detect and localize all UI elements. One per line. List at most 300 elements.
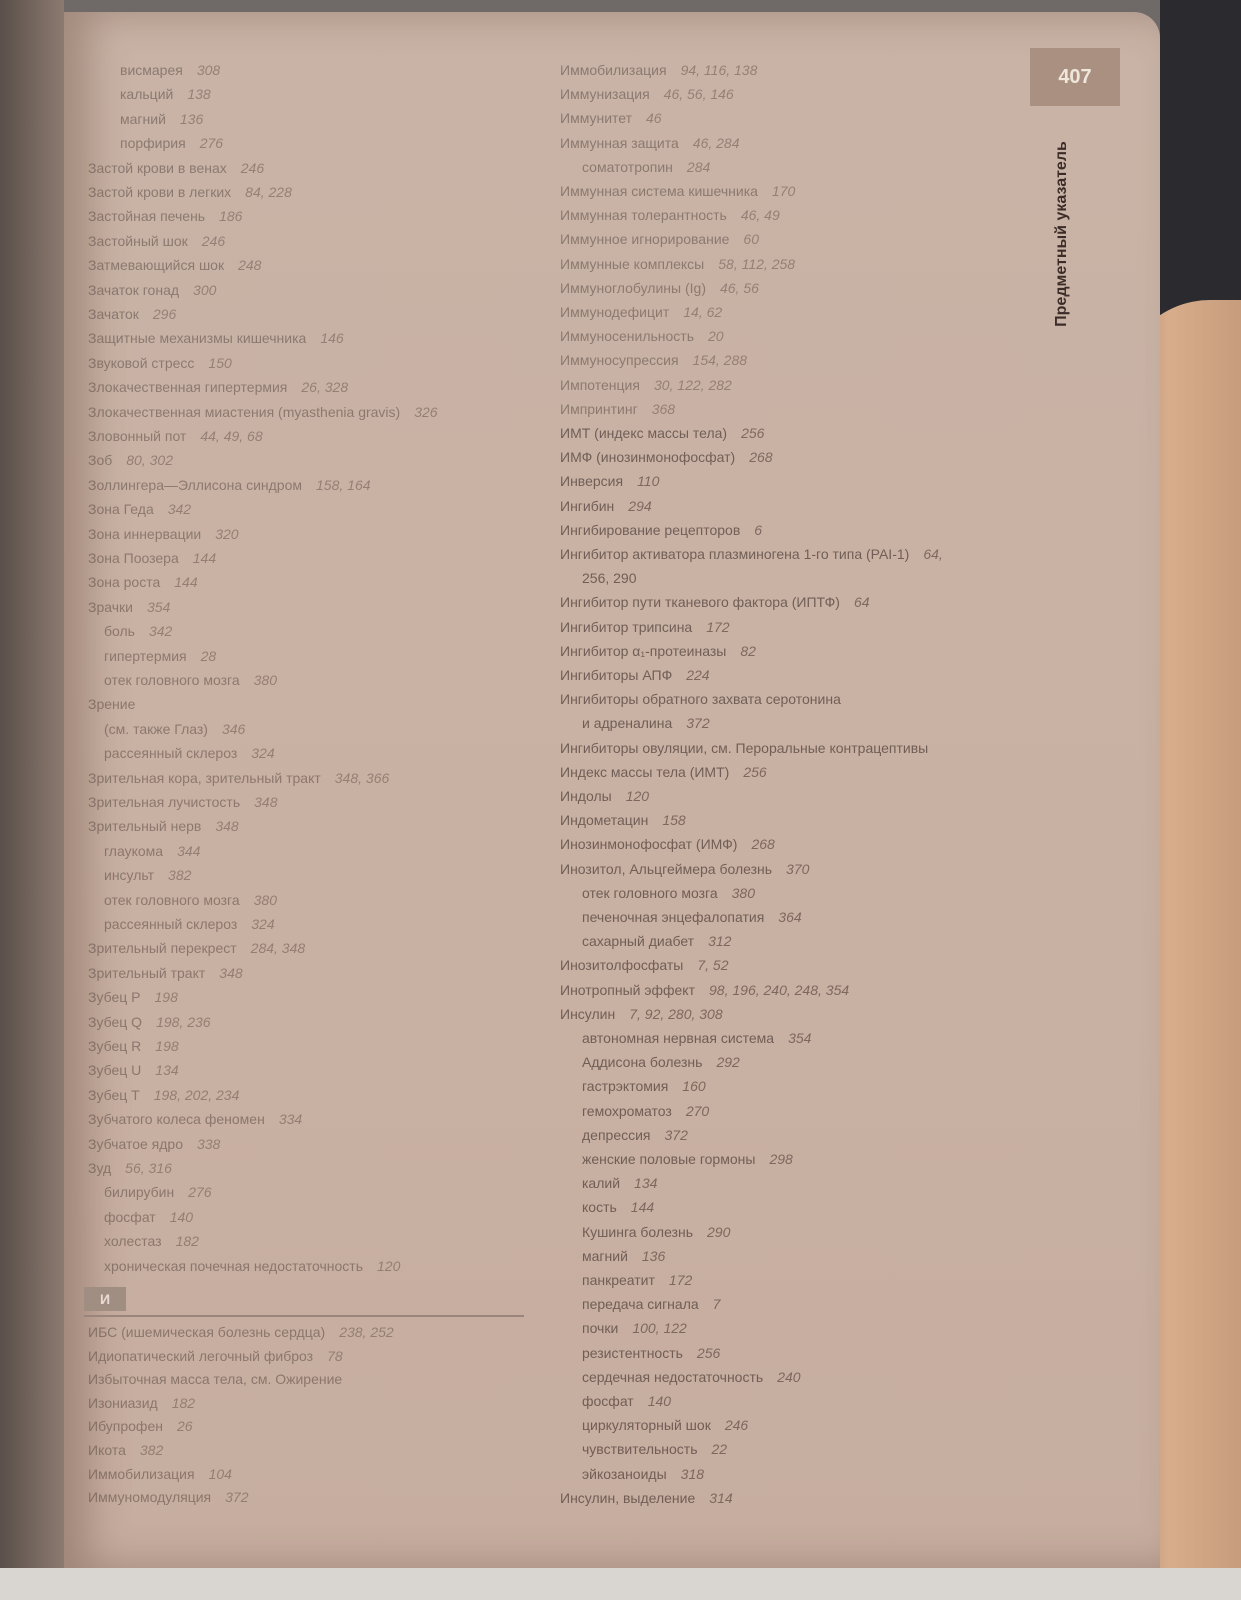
index-pages: 326: [414, 403, 438, 420]
index-entry: [582, 1078, 706, 1094]
index-term: Иммобилизация: [88, 1465, 195, 1482]
index-entry: [88, 1466, 232, 1482]
index-entry: [120, 135, 223, 151]
index-pages: 284, 348: [250, 940, 306, 957]
index-pages: 98, 196, 240, 248, 354: [709, 981, 850, 998]
index-pages: 172: [706, 618, 730, 635]
index-pages: 120: [377, 1257, 401, 1274]
index-entry: [88, 355, 232, 371]
index-term: сердечная недостаточность: [582, 1368, 764, 1385]
index-term: Зубец T: [88, 1086, 140, 1103]
index-entry: [88, 965, 243, 981]
index-entry: [560, 957, 728, 973]
index-entry: [582, 1151, 793, 1167]
index-term: Иммунное игнорирование: [560, 231, 730, 248]
index-pages: 46, 56, 146: [663, 86, 734, 103]
index-term: Зрение: [88, 696, 136, 713]
index-term: кальций: [120, 86, 174, 103]
index-entry: [582, 1441, 727, 1457]
index-pages: 134: [155, 1062, 179, 1079]
index-term: сахарный диабет: [582, 933, 695, 950]
index-entry: [88, 1371, 342, 1387]
index-entry: [582, 1248, 665, 1264]
index-entry: [582, 1224, 730, 1240]
index-entry: [560, 110, 662, 126]
index-term: кость: [582, 1199, 617, 1216]
index-term: печеночная энцефалопатия: [582, 909, 765, 925]
index-entry: [88, 282, 216, 298]
index-term: рассеянный склероз: [104, 916, 238, 932]
index-term: фосфат: [582, 1393, 634, 1409]
index-pages: 382: [139, 1442, 164, 1458]
index-pages: 268: [751, 836, 775, 853]
index-term: женские половые гормоны: [582, 1151, 756, 1167]
index-entry: [560, 764, 767, 780]
index-entry: [88, 501, 191, 517]
index-entry: [104, 672, 277, 688]
index-entry: [582, 159, 710, 175]
index-entry: [560, 740, 928, 756]
index-pages: 30, 122, 282: [653, 376, 732, 393]
index-entry: [560, 280, 759, 296]
index-pages: 22: [711, 1441, 728, 1458]
index-pages: 64,: [923, 546, 943, 562]
index-term: Злокачественная миастения (myasthenia gravis): [88, 403, 401, 420]
index-term: боль: [104, 623, 135, 640]
index-term: Инозинмонофосфат (ИМФ): [560, 836, 738, 853]
index-entry: [560, 498, 652, 514]
index-term: Зловонный пот: [88, 428, 187, 444]
index-pages: 28: [200, 647, 217, 664]
index-term: передача сигнала: [582, 1296, 699, 1313]
index-entry: [88, 452, 173, 468]
index-pages: 64: [853, 594, 870, 611]
index-pages: 334: [278, 1111, 303, 1128]
index-term: Инверсия: [560, 473, 624, 490]
index-pages: 7: [712, 1296, 721, 1313]
index-pages: 354: [788, 1030, 812, 1046]
index-entry: [560, 594, 870, 610]
index-term: Зрачки: [88, 598, 133, 615]
index-entry: [582, 1393, 671, 1409]
index-pages: 146: [320, 330, 344, 347]
book-spine-shadow: [0, 0, 64, 1600]
index-pages: 240: [777, 1368, 801, 1385]
index-term: почки: [582, 1320, 619, 1337]
index-pages: 284: [686, 158, 711, 175]
index-term: Ингибитор активатора плазминогена 1-го типа (PAI-1): [560, 546, 910, 562]
index-term: магний: [582, 1247, 628, 1264]
index-term: отек головного мозга: [104, 891, 240, 908]
index-pages: 342: [167, 501, 192, 518]
index-entry: [582, 1127, 688, 1143]
index-term: Ингибиторы обратного захвата серотонина: [560, 691, 841, 708]
index-pages: 294: [628, 497, 652, 514]
index-entry: [560, 982, 849, 998]
index-entry: [560, 1006, 723, 1022]
index-term: Зрительный нерв: [88, 818, 202, 835]
index-entry: [582, 1272, 692, 1288]
index-pages: 56, 316: [125, 1160, 172, 1176]
index-term: Зрительная лучистость: [88, 794, 241, 810]
index-term: (см. также Глаз): [104, 720, 208, 737]
index-entry: [88, 1087, 239, 1103]
index-entry: [104, 745, 275, 761]
index-term: гемохроматоз: [582, 1102, 672, 1119]
index-term: Ингибитор α₁-протеиназы: [560, 642, 727, 659]
index-term: Индометацин: [560, 812, 649, 829]
index-pages: 276: [199, 135, 224, 152]
index-term: инсульт: [104, 867, 155, 884]
index-entry: [88, 1324, 394, 1340]
index-pages: 140: [647, 1393, 672, 1409]
index-term: Иммунодефицит: [560, 304, 670, 320]
index-pages: 94, 116, 138: [680, 62, 758, 78]
index-term: Ингибиторы АПФ: [560, 667, 673, 683]
index-entry: [88, 477, 371, 493]
table-surface: [0, 1568, 1241, 1600]
index-term: Иммунная система кишечника: [560, 183, 758, 199]
index-pages: 348: [254, 794, 278, 810]
index-entry: [560, 691, 841, 707]
index-pages: 60: [743, 231, 759, 248]
index-pages: 150: [208, 354, 232, 371]
index-entry: [560, 328, 724, 344]
index-pages: 154, 288: [692, 352, 748, 369]
index-entry: [560, 788, 649, 804]
index-entry: [582, 1296, 720, 1312]
index-pages: 138: [187, 86, 211, 103]
index-entry: [104, 867, 191, 883]
index-term: Зона Геда: [88, 501, 154, 518]
index-entry: [88, 1062, 179, 1078]
index-term: магний: [120, 110, 166, 127]
index-entry: [120, 111, 203, 127]
index-term: Инотропный эффект: [560, 981, 696, 998]
index-pages: 248: [238, 257, 262, 274]
index-term: гастрэктомия: [582, 1078, 669, 1095]
index-entry: [104, 1258, 400, 1274]
index-pages: 338: [196, 1135, 221, 1152]
index-entry: [104, 1209, 193, 1225]
index-term: Инозитолфосфаты: [560, 957, 684, 974]
index-entry: [582, 1030, 811, 1046]
index-pages: 354: [146, 598, 171, 615]
index-term: Иммуномодуляция: [88, 1489, 212, 1506]
index-pages: 380: [731, 884, 755, 901]
index-pages: 26: [176, 1418, 193, 1435]
index-pages: 364: [778, 909, 802, 925]
index-pages: 344: [177, 842, 201, 859]
index-pages: 170: [771, 183, 796, 199]
index-term: Инозитол, Альцгеймера болезнь: [560, 860, 773, 877]
index-term: ИМТ (индекс массы тела): [560, 425, 728, 441]
index-term: соматотропин: [582, 158, 673, 175]
index-pages: 20: [708, 328, 724, 345]
index-term: Иммунизация: [560, 86, 650, 103]
index-term: Застойный шок: [88, 232, 188, 249]
index-pages: 120: [625, 788, 650, 804]
index-term: Избыточная масса тела, см. Ожирение: [88, 1371, 343, 1388]
index-entry: [120, 62, 220, 78]
index-entry: [582, 885, 755, 901]
index-pages: 320: [215, 525, 239, 542]
index-entry: [560, 377, 732, 393]
index-entry: [560, 304, 722, 320]
index-term: Ингибитор пути тканевого фактора (ИПТФ): [560, 594, 840, 611]
index-pages: 144: [192, 550, 217, 566]
index-term: Иммунные комплексы: [560, 255, 705, 272]
index-pages: 136: [179, 110, 204, 127]
index-term: Ингибиторы овуляции, см. Пероральные контрацептивы: [560, 739, 929, 756]
index-pages: 46, 284: [692, 134, 740, 151]
index-pages: 144: [174, 574, 198, 591]
index-term: циркуляторный шок: [582, 1417, 711, 1434]
index-entry: [560, 256, 795, 272]
index-term: калий: [582, 1175, 621, 1192]
running-head: Предметный указатель: [1053, 141, 1070, 327]
index-pages: 292: [716, 1054, 740, 1071]
index-term: Иммунная толерантность: [560, 207, 727, 224]
index-term: Иммунитет: [560, 110, 633, 127]
index-pages: 318: [680, 1465, 705, 1482]
index-entry: [582, 1345, 720, 1361]
index-term: Зрительная кора, зрительный тракт: [88, 769, 321, 786]
index-term: ИМФ (инозинмонофосфат): [560, 449, 736, 466]
index-entry: [104, 843, 200, 859]
index-pages: 256: [696, 1344, 721, 1361]
index-term: Инсулин: [560, 1005, 616, 1022]
index-pages: 140: [169, 1208, 194, 1225]
index-entry: [560, 643, 756, 659]
index-entry: [582, 1175, 657, 1191]
index-pages: 238, 252: [339, 1324, 394, 1340]
index-entry: [88, 184, 292, 200]
index-entry: [560, 1490, 733, 1506]
index-entry: [104, 892, 277, 908]
index-pages: 224: [686, 667, 710, 683]
index-term: гипертермия: [104, 647, 187, 664]
index-term: Ингибирование рецепторов: [560, 521, 741, 538]
index-term: Зона Поозера: [88, 550, 179, 566]
index-term: резистентность: [582, 1344, 683, 1361]
index-entry: [560, 836, 775, 852]
index-term: отек головного мозга: [104, 672, 240, 688]
index-pages: 298: [769, 1151, 793, 1167]
index-term: Икота: [88, 1442, 126, 1458]
index-term: Злокачественная гипертермия: [88, 379, 288, 396]
index-term: Зрительный перекрест: [88, 940, 237, 957]
index-entry: [88, 574, 198, 590]
index-term: Иммобилизация: [560, 62, 667, 78]
index-pages: 246: [201, 232, 226, 249]
index-entry: [582, 715, 710, 731]
index-term: Зубчатого колеса феномен: [88, 1111, 265, 1128]
section-letter: И: [84, 1287, 126, 1311]
index-pages: 276: [188, 1184, 212, 1201]
index-pages: 246: [240, 159, 265, 176]
index-term: Зоб: [88, 452, 113, 469]
index-pages: 80, 302: [126, 452, 173, 469]
index-pages: 104: [208, 1465, 232, 1482]
index-entry: [560, 619, 730, 635]
index-term: Зона роста: [88, 574, 161, 591]
index-entry: [88, 1348, 343, 1364]
index-pages: 314: [709, 1489, 733, 1506]
index-pages: 100, 122: [632, 1320, 687, 1337]
index-term: Застой крови в легких: [88, 184, 232, 200]
index-term: отек головного мозга: [582, 884, 718, 901]
index-entry: [88, 1136, 220, 1152]
index-entry: [88, 160, 264, 176]
index-pages: 158: [662, 812, 686, 829]
index-entry: [582, 570, 637, 586]
index-term: Индекс массы тела (ИМТ): [560, 763, 730, 780]
index-entry: [582, 909, 802, 925]
index-term: Зубец Q: [88, 1013, 143, 1030]
index-pages: 84, 228: [245, 184, 292, 200]
index-entry: [560, 449, 773, 465]
index-term: Защитные механизмы кишечника: [88, 330, 307, 347]
index-entry: [88, 599, 170, 615]
index-pages: 172: [668, 1272, 693, 1288]
index-pages: 44, 49, 68: [200, 428, 263, 444]
index-entry: [560, 231, 759, 247]
index-entry: [88, 1160, 172, 1176]
index-entry: [560, 522, 762, 538]
index-term: депрессия: [582, 1126, 651, 1143]
index-term: Кушинга болезнь: [582, 1223, 694, 1240]
index-pages: 290: [707, 1223, 731, 1240]
index-pages: 46, 56: [719, 279, 759, 296]
index-entry: [88, 1395, 195, 1411]
index-entry: [88, 794, 277, 810]
index-pages: 26, 328: [301, 379, 349, 396]
index-term: Ингибин: [560, 497, 615, 514]
index-pages: 7, 92, 280, 308: [629, 1005, 723, 1022]
index-pages: 78: [327, 1347, 343, 1364]
index-term: Зачаток: [88, 306, 139, 322]
index-term: хроническая почечная недостаточность: [104, 1257, 363, 1274]
index-term: билирубин: [104, 1184, 175, 1201]
index-entry: [88, 1111, 302, 1127]
index-term: Зубчатое ядро: [88, 1135, 183, 1152]
index-pages: 256: [741, 425, 765, 441]
index-entry: [88, 1418, 193, 1434]
index-entry: [560, 667, 710, 683]
index-pages: 182: [175, 1233, 199, 1250]
index-pages: 46: [646, 110, 662, 127]
index-entry: [88, 306, 176, 322]
index-pages: 370: [786, 860, 810, 877]
index-term: Ингибитор трипсина: [560, 618, 693, 635]
index-term: автономная нервная система: [582, 1030, 775, 1046]
index-pages: 368: [651, 400, 676, 417]
index-entry: [582, 1320, 687, 1336]
index-pages: 300: [193, 281, 217, 298]
index-term: Зубец R: [88, 1038, 142, 1054]
index-entry: [88, 1038, 179, 1054]
index-entry: [88, 428, 263, 444]
index-entry: [88, 379, 348, 395]
index-term: Золлингера—Эллисона синдром: [88, 476, 303, 493]
index-pages: 312: [708, 933, 732, 950]
index-pages: 372: [664, 1126, 688, 1143]
index-term: Идиопатический легочный фиброз: [88, 1347, 314, 1364]
index-pages: 182: [171, 1394, 196, 1411]
index-entry: [88, 404, 438, 420]
index-pages: 348: [219, 964, 243, 981]
index-term: Зубец U: [88, 1062, 142, 1079]
index-entry: [88, 330, 344, 346]
index-term: Зубец P: [88, 989, 141, 1006]
index-entry: [88, 989, 178, 1005]
index-term: Зона иннервации: [88, 525, 202, 542]
index-term: Зрительный тракт: [88, 964, 206, 981]
index-term: Звуковой стресс: [88, 354, 195, 371]
index-term: 256, 290: [582, 570, 637, 587]
index-pages: 136: [641, 1247, 666, 1264]
index-entry: [104, 623, 172, 639]
index-entry: [88, 1014, 211, 1030]
index-entry: [88, 940, 305, 956]
index-pages: 160: [682, 1078, 706, 1095]
index-term: порфирия: [120, 135, 186, 152]
index-term: Индолы: [560, 788, 612, 804]
index-entry: [582, 1103, 709, 1119]
index-entry: [582, 1054, 740, 1070]
index-term: фосфат: [104, 1208, 156, 1225]
index-pages: 348: [215, 818, 239, 835]
index-entry: [88, 696, 135, 712]
index-entry: [582, 1417, 748, 1433]
index-pages: 308: [196, 62, 221, 78]
index-term: рассеянный склероз: [104, 745, 238, 762]
index-entry: [582, 1199, 654, 1215]
index-term: Иммуносенильность: [560, 328, 695, 345]
index-entry: [560, 135, 740, 151]
index-entry: [88, 1442, 163, 1458]
index-entry: [582, 1369, 801, 1385]
index-term: Изониазид: [88, 1394, 158, 1411]
index-entry: [560, 62, 757, 78]
index-pages: 58, 112, 258: [718, 255, 796, 272]
index-entry: [560, 207, 780, 223]
index-term: Застойная печень: [88, 208, 206, 225]
index-entry: [88, 818, 239, 834]
index-pages: 82: [740, 642, 756, 659]
index-entry: [104, 721, 245, 737]
section-divider: [84, 1315, 524, 1317]
index-entry: [104, 1233, 199, 1249]
index-term: и адреналина: [582, 715, 673, 732]
index-pages: 380: [253, 891, 277, 908]
index-pages: 110: [637, 473, 660, 490]
index-pages: 372: [686, 715, 710, 732]
index-entry: [104, 916, 275, 932]
index-pages: 186: [219, 208, 243, 225]
index-term: Застой крови в венах: [88, 159, 227, 176]
index-pages: 346: [221, 720, 246, 737]
index-term: Импринтинг: [560, 400, 638, 417]
index-entry: [560, 425, 764, 441]
index-term: Зуд: [88, 1160, 112, 1176]
index-pages: 14, 62: [683, 304, 723, 320]
index-term: ИБС (ишемическая болезнь сердца): [88, 1324, 326, 1340]
index-term: Иммуносупрессия: [560, 352, 679, 369]
index-pages: 380: [253, 672, 277, 688]
index-term: холестаз: [104, 1233, 162, 1250]
